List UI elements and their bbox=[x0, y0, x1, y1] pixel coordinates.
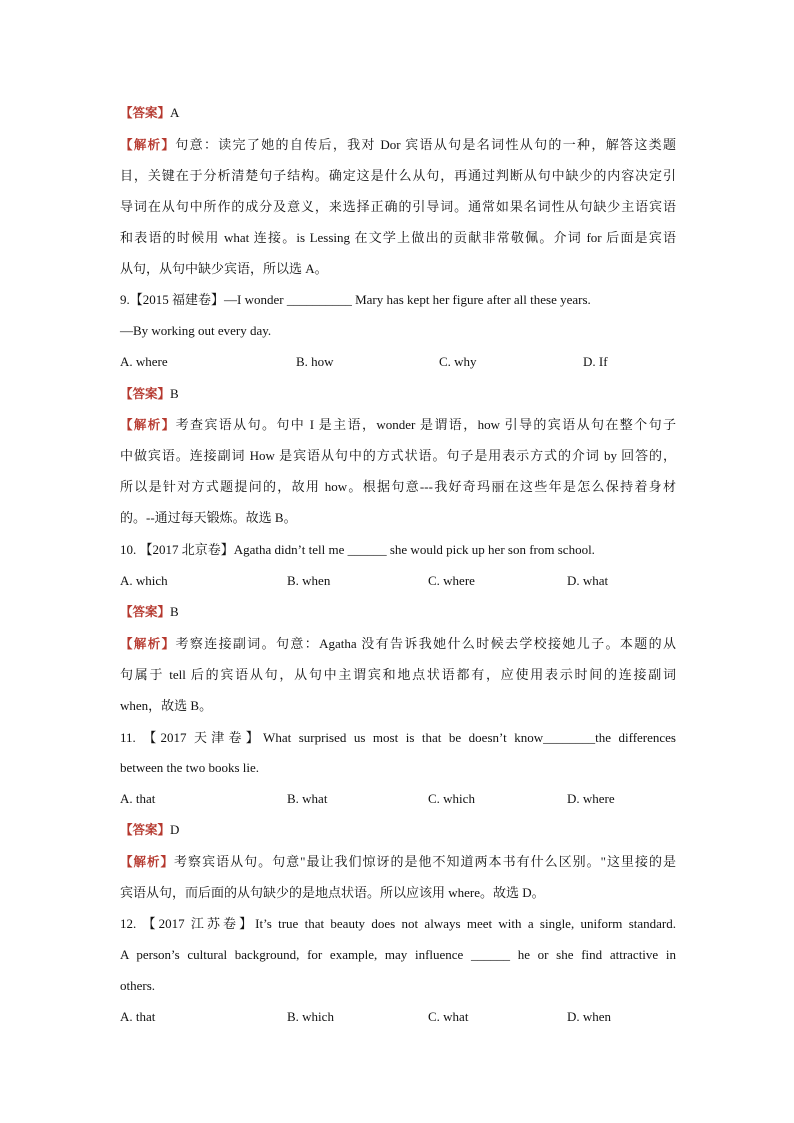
option-d: D. where bbox=[567, 791, 615, 806]
analysis-tag: 【解析】 bbox=[120, 418, 176, 432]
question-stem-9-reply: —By working out every day. bbox=[120, 323, 272, 338]
analysis-line: 导词在从句中所作的成分及意义，来选择正确的引导词。通常如果名词性从句缺少主语宾语 bbox=[120, 199, 676, 214]
analysis-tag: 【解析】 bbox=[120, 855, 175, 869]
analysis-line: when，故选 B。 bbox=[120, 698, 213, 713]
option-c: C. which bbox=[428, 791, 475, 806]
analysis-line: 所以是针对方式题提问的，故用 how。根据句意---我好奇玛丽在这些年是怎么保持着身材 bbox=[120, 479, 676, 494]
analysis-line: 【解析】句意：读完了她的自传后，我对 Dor 宾语从句是名词性从句的一种，解答这类题 bbox=[120, 137, 676, 152]
option-c: C. where bbox=[428, 573, 475, 588]
answer-line-10 bbox=[120, 603, 676, 621]
analysis-line: 【解析】考察宾语从句。句意"最让我们惊讶的是他不知道两本书有什么区别。"这里接的是 bbox=[120, 854, 676, 869]
question-stem-12-end: others. bbox=[120, 978, 156, 993]
analysis-line: 和表语的时候用 what 连接。is Lessing 在文学上做出的贡献非常敬佩。介词 for 后面是宾语 bbox=[120, 230, 676, 245]
option-b: B. which bbox=[287, 1009, 334, 1024]
option-a: A. that bbox=[120, 791, 156, 806]
analysis-tag: 【解析】 bbox=[120, 138, 176, 152]
answer-line-9 bbox=[120, 385, 676, 403]
analysis-line: 中做宾语。连接副词 How 是宾语从句中的方式状语。句子是用表示方式的介词 by 回答的， bbox=[120, 448, 676, 463]
analysis-line: 目，关键在于分析清楚句子结构。确定这是什么从句，再通过判断从句中缺少的内容决定引 bbox=[120, 168, 676, 183]
option-b: B. what bbox=[287, 791, 328, 806]
option-c: C. what bbox=[428, 1009, 469, 1024]
answer-tag: 【答案】 bbox=[120, 106, 171, 120]
option-d: D. what bbox=[567, 573, 609, 588]
option-a: A. that bbox=[120, 1009, 156, 1024]
option-b: B. when bbox=[287, 573, 331, 588]
option-c: C. why bbox=[439, 354, 477, 369]
analysis-line: 【解析】考察连接副词。句意：Agatha 没有告诉我她什么时候去学校接她儿子。本题的从 bbox=[120, 636, 676, 651]
question-stem-11: 11. 【2017 天津卷】What surprised us most is that be doesn’t know________the differences bbox=[120, 730, 676, 745]
answer-tag: 【答案】 bbox=[120, 823, 171, 837]
option-a: A. which bbox=[120, 573, 168, 588]
question-stem-12: 12. 【2017 江苏卷】It’s true that beauty does not always meet with a single, uniform standard. bbox=[120, 916, 676, 931]
analysis-line: 的。--通过每天锻炼。故选 B。 bbox=[120, 510, 297, 525]
analysis-line: 从句，从句中缺少宾语，所以选 A。 bbox=[120, 261, 328, 276]
question-stem-12-cont: A person’s cultural background, for example, may influence ______ he or she find attractive in bbox=[120, 947, 676, 962]
option-a: A. where bbox=[120, 354, 168, 369]
question-stem-10: 10. 【2017 北京卷】Agatha didn’t tell me ______ she would pick up her son from school. bbox=[120, 542, 595, 557]
answer-value: D bbox=[170, 822, 180, 837]
option-d: D. when bbox=[567, 1009, 612, 1024]
answer-value: B bbox=[170, 604, 179, 619]
option-b: B. how bbox=[296, 354, 334, 369]
option-d: D. If bbox=[583, 354, 608, 369]
analysis-line: 【解析】考查宾语从句。句中 I 是主语，wonder 是谓语，how 引导的宾语从句在整个句子 bbox=[120, 417, 676, 432]
answer-line-11 bbox=[120, 821, 676, 839]
analysis-line: 宾语从句，而后面的从句缺少的是地点状语。所以应该用 where。故选 D。 bbox=[120, 885, 545, 900]
analysis-line: 句属于 tell 后的宾语从句，从句中主谓宾和地点状语都有，应使用表示时间的连接副词 bbox=[120, 667, 676, 682]
analysis-tag: 【解析】 bbox=[120, 637, 176, 651]
answer-line-8 bbox=[120, 104, 676, 122]
answer-tag: 【答案】 bbox=[120, 605, 171, 619]
question-stem-9: 9.【2015 福建卷】—I wonder __________ Mary has kept her figure after all these years. bbox=[120, 292, 591, 307]
question-stem-11-cont: between the two books lie. bbox=[120, 760, 259, 775]
answer-value: A bbox=[170, 105, 180, 120]
answer-value: B bbox=[170, 386, 179, 401]
answer-tag: 【答案】 bbox=[120, 387, 171, 401]
